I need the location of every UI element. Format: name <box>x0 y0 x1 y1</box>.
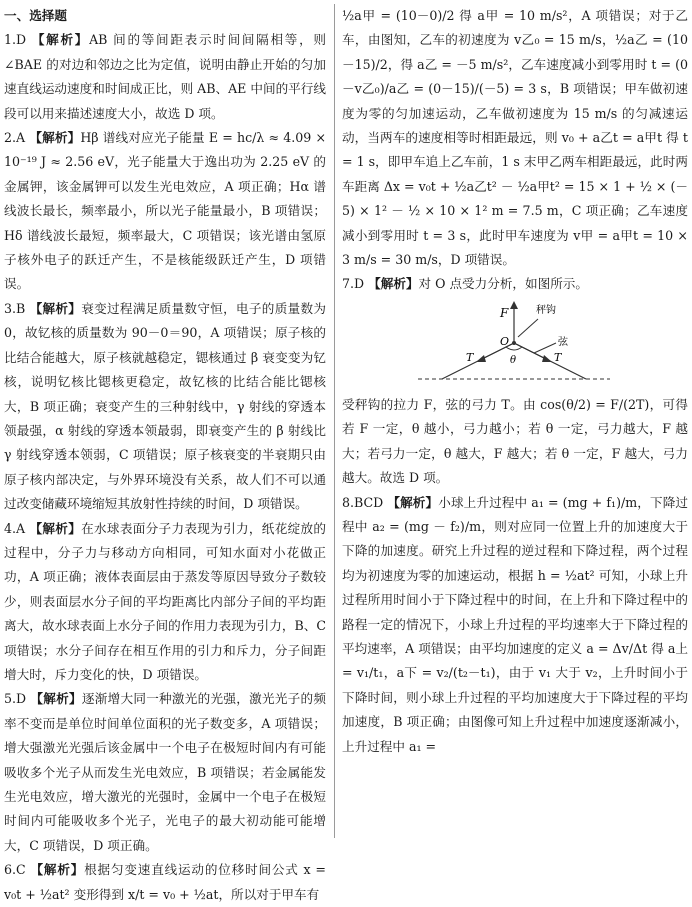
answer-item-7-continued <box>342 393 688 491</box>
answer-item-6-continued <box>342 4 688 272</box>
item-answer: BCD <box>354 494 384 510</box>
analysis-text: AB 间的等间距表示时间间隔相等，则∠BAE 的对边和邻边之比为定值，说明由静止开始的匀加速直线运动速度和时间成正比，则 AB、AE 中间的平行线段可以用来描述速度大小，故选 D 项。 <box>4 32 326 121</box>
answer-item-6 <box>4 858 326 907</box>
item-number: 1. <box>4 32 17 48</box>
item-number: 2. <box>4 130 17 146</box>
analysis-tag: 【解析】 <box>368 276 419 292</box>
item-answer: B <box>16 300 26 316</box>
tension-right-arrow <box>514 343 548 360</box>
item-answer: C <box>16 862 26 878</box>
left-column <box>4 4 326 907</box>
label-f: F <box>500 305 509 320</box>
item-answer: D <box>16 691 27 707</box>
item-number: 8. <box>342 494 355 510</box>
answer-item-5 <box>4 687 326 858</box>
item-number: 3. <box>4 300 17 316</box>
answer-item-7 <box>342 272 688 296</box>
item-number: 6. <box>4 862 17 878</box>
force-f-arrowhead <box>510 301 518 309</box>
answer-item-4 <box>4 517 326 688</box>
item-number: 5. <box>4 691 17 707</box>
label-theta: θ <box>510 354 517 366</box>
label-t-left: T <box>466 350 474 364</box>
analysis-text: 根据匀变速直线运动的位移时间公式 x = v₀t + ½at² 变形得到 x/t = v₀ + ½at，所以对于甲车有 <box>4 862 326 902</box>
label-string: 弦 <box>558 336 568 348</box>
analysis-tag: 【解析】 <box>387 494 439 510</box>
label-t-right: T <box>554 350 562 364</box>
answer-item-8 <box>342 491 688 759</box>
analysis-text: 衰变过程满足质量数守恒，电子的质量数为 0，故钇核的质量数为 90－0＝90，A 项错误；原子核的比结合能越大，原子核就越稳定，锶核通过 β 衰变变为钇核，说明钇核比锶核更稳定，故钇核的比结合能比锶核大，B 项正确；衰变产生的三种射线中，γ 射线的穿透本领最强，α 射线的穿透本领最弱，即衰变产生的 β 射线比 γ 射线穿透本领弱，C 项错误；原子核衰变的半衰期只由原子核内部决定，与外界环境没有关系，故人们不可以通过改变储藏环境缩短其放射性持续的时间，D 项错误。 <box>4 300 327 512</box>
analysis-tag: 【解析】 <box>29 520 82 536</box>
analysis-text: 小球上升过程中 a₁ = (mg + f₁)/m，下降过程中 a₂ = (mg － f₂)/m，则对应同一位置上升的加速度大于下降的加速度。研究上升过程的逆过程和下降过程，两个过程均为初速度为零的加速运动，根据 h = ½at² 可知，小球上升过程所用时间小于下降过程中的时间，在上升和下降过程中的路程一定的情况下，小球上升过程的平均速率大于下降过程的平均速率，A 项错误；由平均加速度的定义 a = Δv/Δt 得 a上 = v₁/t₁，a下 = v₂/(t₂－t₁)，由于 v₁ 大于 v₂，上升时间小于下降时间，则小球上升过程的平均加速度大于下降过程的平均加速度，B 项正确；由图像可知上升过程中加速度逐渐减小，上升过程中 a₁ = <box>342 494 689 754</box>
analysis-text: Hβ 谱线对应光子能量 E = hc/λ ≈ 4.09 × 10⁻¹⁹ J ≈ 2.56 eV，光子能量大于逸出功为 2.25 eV 的金属钾，该金属钾可以发生光电效应，A 项正确；Hα 谱线波长最长，频率最小，所以光子能量最小，B 项错误；Hδ 谱线波长最短，频率最大，C 项错误；该光谱由氢原子核外电子的跃迁产生，不是核能级跃迁产生，D 项错误。 <box>4 130 326 292</box>
label-hook: 秤钩 <box>536 304 556 316</box>
analysis-text: 逐渐增大同一种激光的光强，激光光子的频率不变而是单位时间单位面积的光子数变多，A 项错误；增大强激光光强后该金属中一个电子在极短时间内有可能吸收多个光子从而发生光电效应，B 项错误；若金属能发生光电效应，增大激光的光强时，金属中一个电子在极短时间内可能吸收多个光子，光电子的最大初动能可能增大，C 项错误，D 项正确。 <box>4 691 326 853</box>
label-o: O <box>500 334 510 348</box>
string-label-line <box>534 343 556 353</box>
answer-item-2 <box>4 126 326 297</box>
hook-line <box>518 319 538 337</box>
item-answer: D <box>16 32 27 48</box>
item-answer: A <box>16 130 26 146</box>
point-o <box>512 341 516 345</box>
analysis-text: 在水球表面分子力表现为引力，纸花绽放的过程中，分子力与移动方向相同，可知水面对小花做正功，A 项正确；液体表面层由于蒸发等原因导致分子数较少，则表面层水分子间的平均距离比内部分子间的平均距离大，故水球表面上水分子间的作用力表现为引力，B、C 项错误；水分子间存在相互作用的引力和斥力，分子间距增大时，斥力变化的快，D 项错误。 <box>4 520 326 682</box>
column-divider <box>334 4 335 838</box>
analysis-tag: 【解析】 <box>29 300 82 316</box>
analysis-text: 受秤钩的拉力 F，弦的弓力 T。由 cos(θ/2) = F/(2T)，可得若 F 一定，θ 越小，弓力越小；若 θ 一定，弓力越大，F 越大；若弓力一定，θ 越大，F 越大；若 θ 一定，F 越大，弓力越大。故选 D 项。 <box>342 396 688 486</box>
analysis-tag: 【解析】 <box>30 862 85 878</box>
analysis-tag: 【解析】 <box>31 32 90 48</box>
analysis-tag: 【解析】 <box>30 691 82 707</box>
tension-right-arrowhead <box>542 355 552 362</box>
right-column <box>342 4 688 759</box>
item-number: 4. <box>4 520 17 536</box>
section-title: 一、选择题 <box>4 8 67 23</box>
item-number: 7. <box>342 276 355 292</box>
analysis-text: 对 O 点受力分析，如图所示。 <box>418 276 588 292</box>
analysis-text: ½a甲 = (10－0)/2 得 a甲 = 10 m/s²，A 项错误；对于乙车，由图知，乙车的初速度为 v乙₀ = 15 m/s，½a乙 = (10－15)/2，得 a乙 = －5 m/s²，乙车速度减小到零用时 t = (0－v乙₀)/a乙 = (0－15)/(－5) = 3 s，B 项错误；甲车做初速度为零的匀加速运动，乙车做初速度为 15 m/s 的匀减速运动，当两车的速度相等时相距最远，则 v₀ + a乙t = a甲t 得 t = 1 s，即甲车追上乙车前，1 s 末甲乙两车相距最远，此时两车距离 Δx = v₀t + ½a乙t² － ½a甲t² = 15 × 1 + ½ × (－5) × 1² － ½ × 10 × 1² m = 7.5 m，C 项正确；乙车速度减小到零用时 t = 3 s，此时甲车速度为 v甲 = a甲t = 10 × 3 m/s = 30 m/s，D 项错误。 <box>342 8 688 268</box>
answer-item-3 <box>4 297 326 517</box>
answer-item-1 <box>4 28 326 126</box>
item-answer: A <box>16 520 26 536</box>
item-answer: D <box>354 276 365 292</box>
tension-left-arrowhead <box>476 355 486 362</box>
analysis-tag: 【解析】 <box>29 130 81 146</box>
force-diagram <box>414 299 614 391</box>
